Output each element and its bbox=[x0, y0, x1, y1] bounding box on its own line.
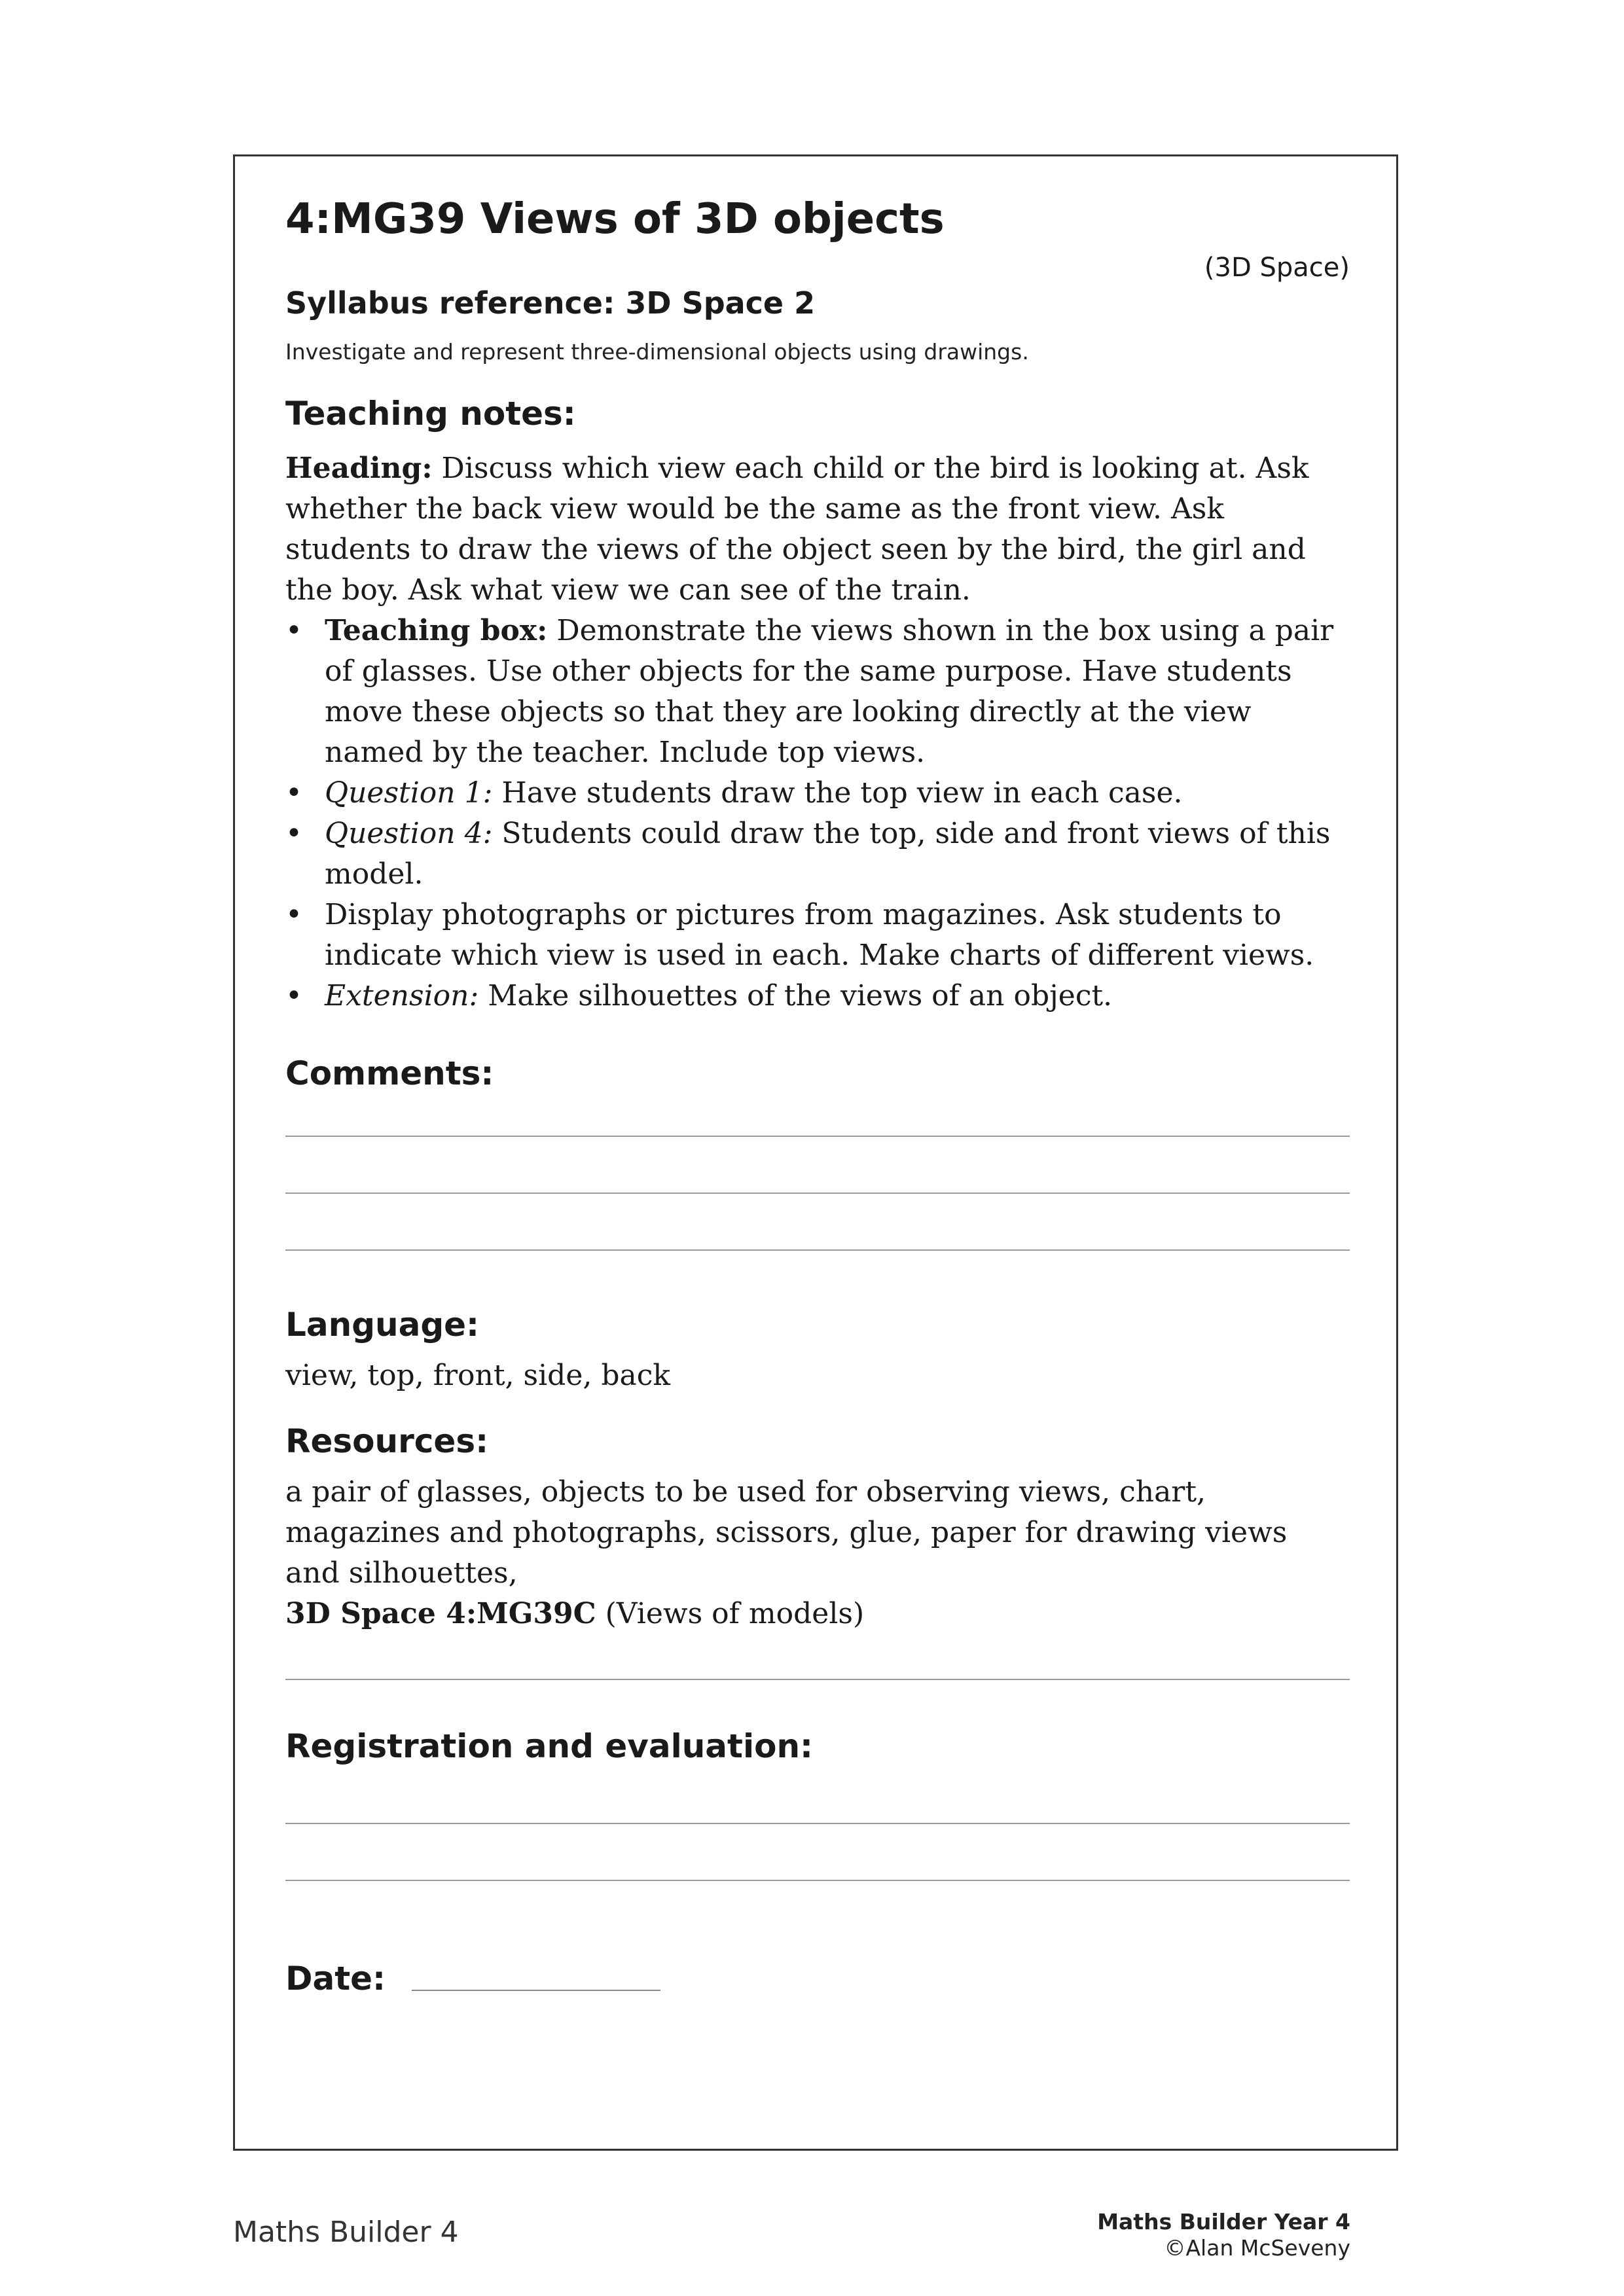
language-heading: Language: bbox=[285, 1306, 480, 1344]
list-item bbox=[285, 976, 1350, 1016]
teaching-notes-list bbox=[285, 611, 1350, 1016]
bullet-label: Extension: bbox=[325, 979, 479, 1013]
date-label: Date: bbox=[285, 1960, 386, 1998]
resources-line bbox=[285, 1679, 1350, 1680]
outcome-statement: Investigate and represent three-dimensional objects using drawings. bbox=[285, 339, 1029, 365]
list-item bbox=[285, 773, 1350, 814]
list-item bbox=[285, 895, 1350, 976]
teaching-notes-heading: Teaching notes: bbox=[285, 395, 576, 433]
resources-ref-label: 3D Space 4:MG39C bbox=[285, 1597, 596, 1631]
resources-text bbox=[285, 1472, 1350, 1634]
bullet-label: Question 4: bbox=[325, 817, 493, 851]
list-item bbox=[285, 611, 1350, 773]
comments-line-2 bbox=[285, 1193, 1350, 1194]
intro-label: Heading: bbox=[285, 452, 433, 486]
list-item bbox=[285, 814, 1350, 895]
bullet-text: Make silhouettes of the views of an object. bbox=[478, 979, 1113, 1013]
intro-text: Discuss which view each child or the bird is looking at. Ask whether the back view would be the same as the front view. Ask students to draw the views of the object seen by the bird, the girl and the boy. Ask what view we can see of the train. bbox=[285, 452, 1309, 607]
registration-line-1 bbox=[285, 1823, 1350, 1824]
comments-line-3 bbox=[285, 1249, 1350, 1251]
footer-copyright: ©Alan McSeveny bbox=[1164, 2235, 1350, 2261]
language-text: view, top, front, side, back bbox=[285, 1359, 671, 1393]
bullet-text: Demonstrate the views shown in the box using a pair of glasses. Use other objects for the same purpose. Have students move these objects so that they are looking directly at the view named by the teacher. Include top views. bbox=[325, 614, 1334, 770]
syllabus-reference: Syllabus reference: 3D Space 2 bbox=[285, 285, 816, 321]
date-row bbox=[285, 1960, 1350, 1998]
bullet-label: Teaching box: bbox=[325, 614, 548, 648]
resources-list: a pair of glasses, objects to be used for observing views, chart, magazines and photographs, scissors, glue, paper for drawing views and silhouettes, bbox=[285, 1475, 1288, 1590]
strand-label: (3D Space) bbox=[1204, 253, 1350, 283]
comments-line-1 bbox=[285, 1136, 1350, 1137]
resources-ref-text: (Views of models) bbox=[596, 1597, 865, 1631]
resources-heading: Resources: bbox=[285, 1422, 489, 1461]
footer-series: Maths Builder Year 4 bbox=[1097, 2209, 1350, 2234]
bullet-text: Have students draw the top view in each case. bbox=[492, 776, 1183, 810]
bullet-text: Students could draw the top, side and front views of this model. bbox=[325, 817, 1331, 891]
page-title: 4:MG39 Views of 3D objects bbox=[285, 195, 945, 243]
registration-line-2 bbox=[285, 1880, 1350, 1881]
footer-credits bbox=[1097, 2209, 1350, 2261]
bullet-text: Display photographs or pictures from magazines. Ask students to indicate which view is used in each. Make charts of different views. bbox=[325, 898, 1314, 973]
lesson-content bbox=[285, 196, 1350, 1998]
bullet-label: Question 1: bbox=[325, 776, 493, 810]
comments-heading: Comments: bbox=[285, 1054, 494, 1093]
date-line bbox=[412, 1990, 660, 1991]
teaching-notes-intro bbox=[285, 448, 1350, 611]
footer-book-title: Maths Builder 4 bbox=[233, 2215, 459, 2249]
registration-heading: Registration and evaluation: bbox=[285, 1727, 814, 1766]
